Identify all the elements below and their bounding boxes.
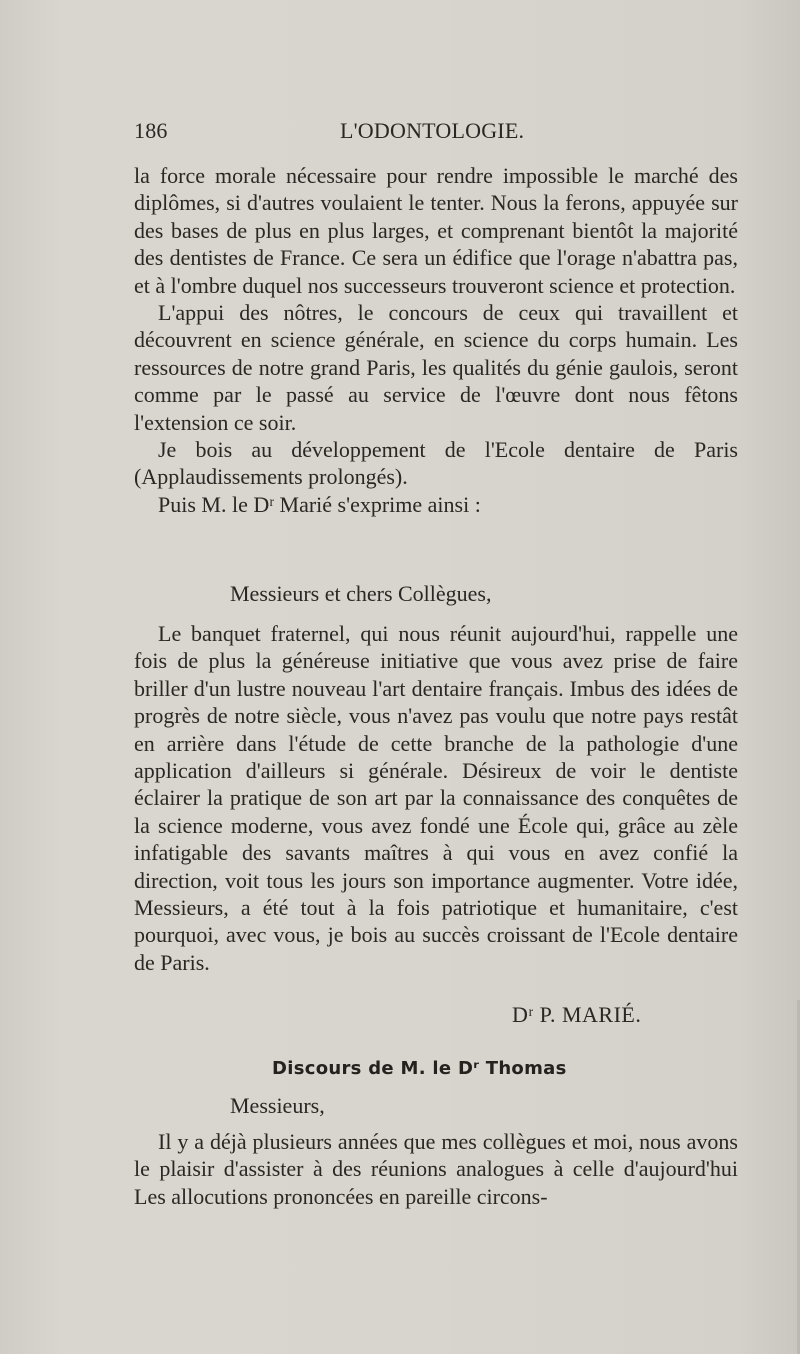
salutation-colleagues: Messieurs et chers Collègues, <box>230 581 492 606</box>
paragraph: la force morale nécessaire pour rendre impossible le marché des diplômes, si d'autres voulaient le tenter. Nous la ferons, appuyée sur des bases de plus en plus larges, et comprenant bientôt la majorité des dentistes de France. Ce sera un édifice que l'orage n'abattra pas, et à l'ombre duquel nos successeurs trouveront science et protection. <box>134 163 738 298</box>
paragraph: Il y a déjà plusieurs années que mes collègues et moi, nous avons le plaisir d'assister à des réunions analogues à celle d'aujourd'hui Les allocutions prononcées en pareille circons- <box>134 1129 738 1209</box>
paragraph: Je bois au développement de l'Ecole dentaire de Paris (Applaudissements prolongés). <box>134 437 738 490</box>
paragraph: Le banquet fraternel, qui nous réunit aujourd'hui, rappelle une fois de plus la généreuse initiative que vous avez prise de faire briller d'un lustre nouveau l'art dentaire français. Imbus des idées de progrès de notre siècle, vous n'avez pas voulu que notre pays restât en arrière dans l'étude de cette branche de la pathologie d'une application d'ailleurs si générale. Désireux de voir le dentiste éclairer la pratique de son art par la connaissance des conquêtes de la science moderne, vous avez fondé une École qui, grâce au zèle infatigable des savants maîtres à qui vous en avez confié la direction, voit tous les jours son importance augmenter. Votre idée, Messieurs, a été tout à la fois patriotique et humanitaire, c'est pourquoi, avec vous, je bois au succès croissant de l'Ecole dentaire de Paris. <box>134 621 738 975</box>
page-number: 186 <box>134 118 168 143</box>
paragraph: L'appui des nôtres, le concours de ceux qui travaillent et découvrent en science générale, en science du corps humain. Les ressources de notre grand Paris, les qualités du génie gaulois, seront comme par le passé au service de l'œuvre dont nous fêtons l'extension ce soir. <box>134 300 738 435</box>
running-title: L'ODONTOLOGIE. <box>340 118 525 143</box>
body-text-block-2 <box>134 620 738 976</box>
salutation-messieurs: Messieurs, <box>230 1093 325 1118</box>
section-heading: Discours de M. le Dʳ Thomas <box>272 1058 567 1079</box>
page-header <box>134 118 738 154</box>
paragraph: Puis M. le Dʳ Marié s'exprime ainsi : <box>158 491 481 517</box>
signature: Dʳ P. MARIÉ. <box>512 1002 642 1027</box>
body-text-block-3 <box>134 1128 738 1210</box>
body-text-block-1 <box>134 162 738 518</box>
